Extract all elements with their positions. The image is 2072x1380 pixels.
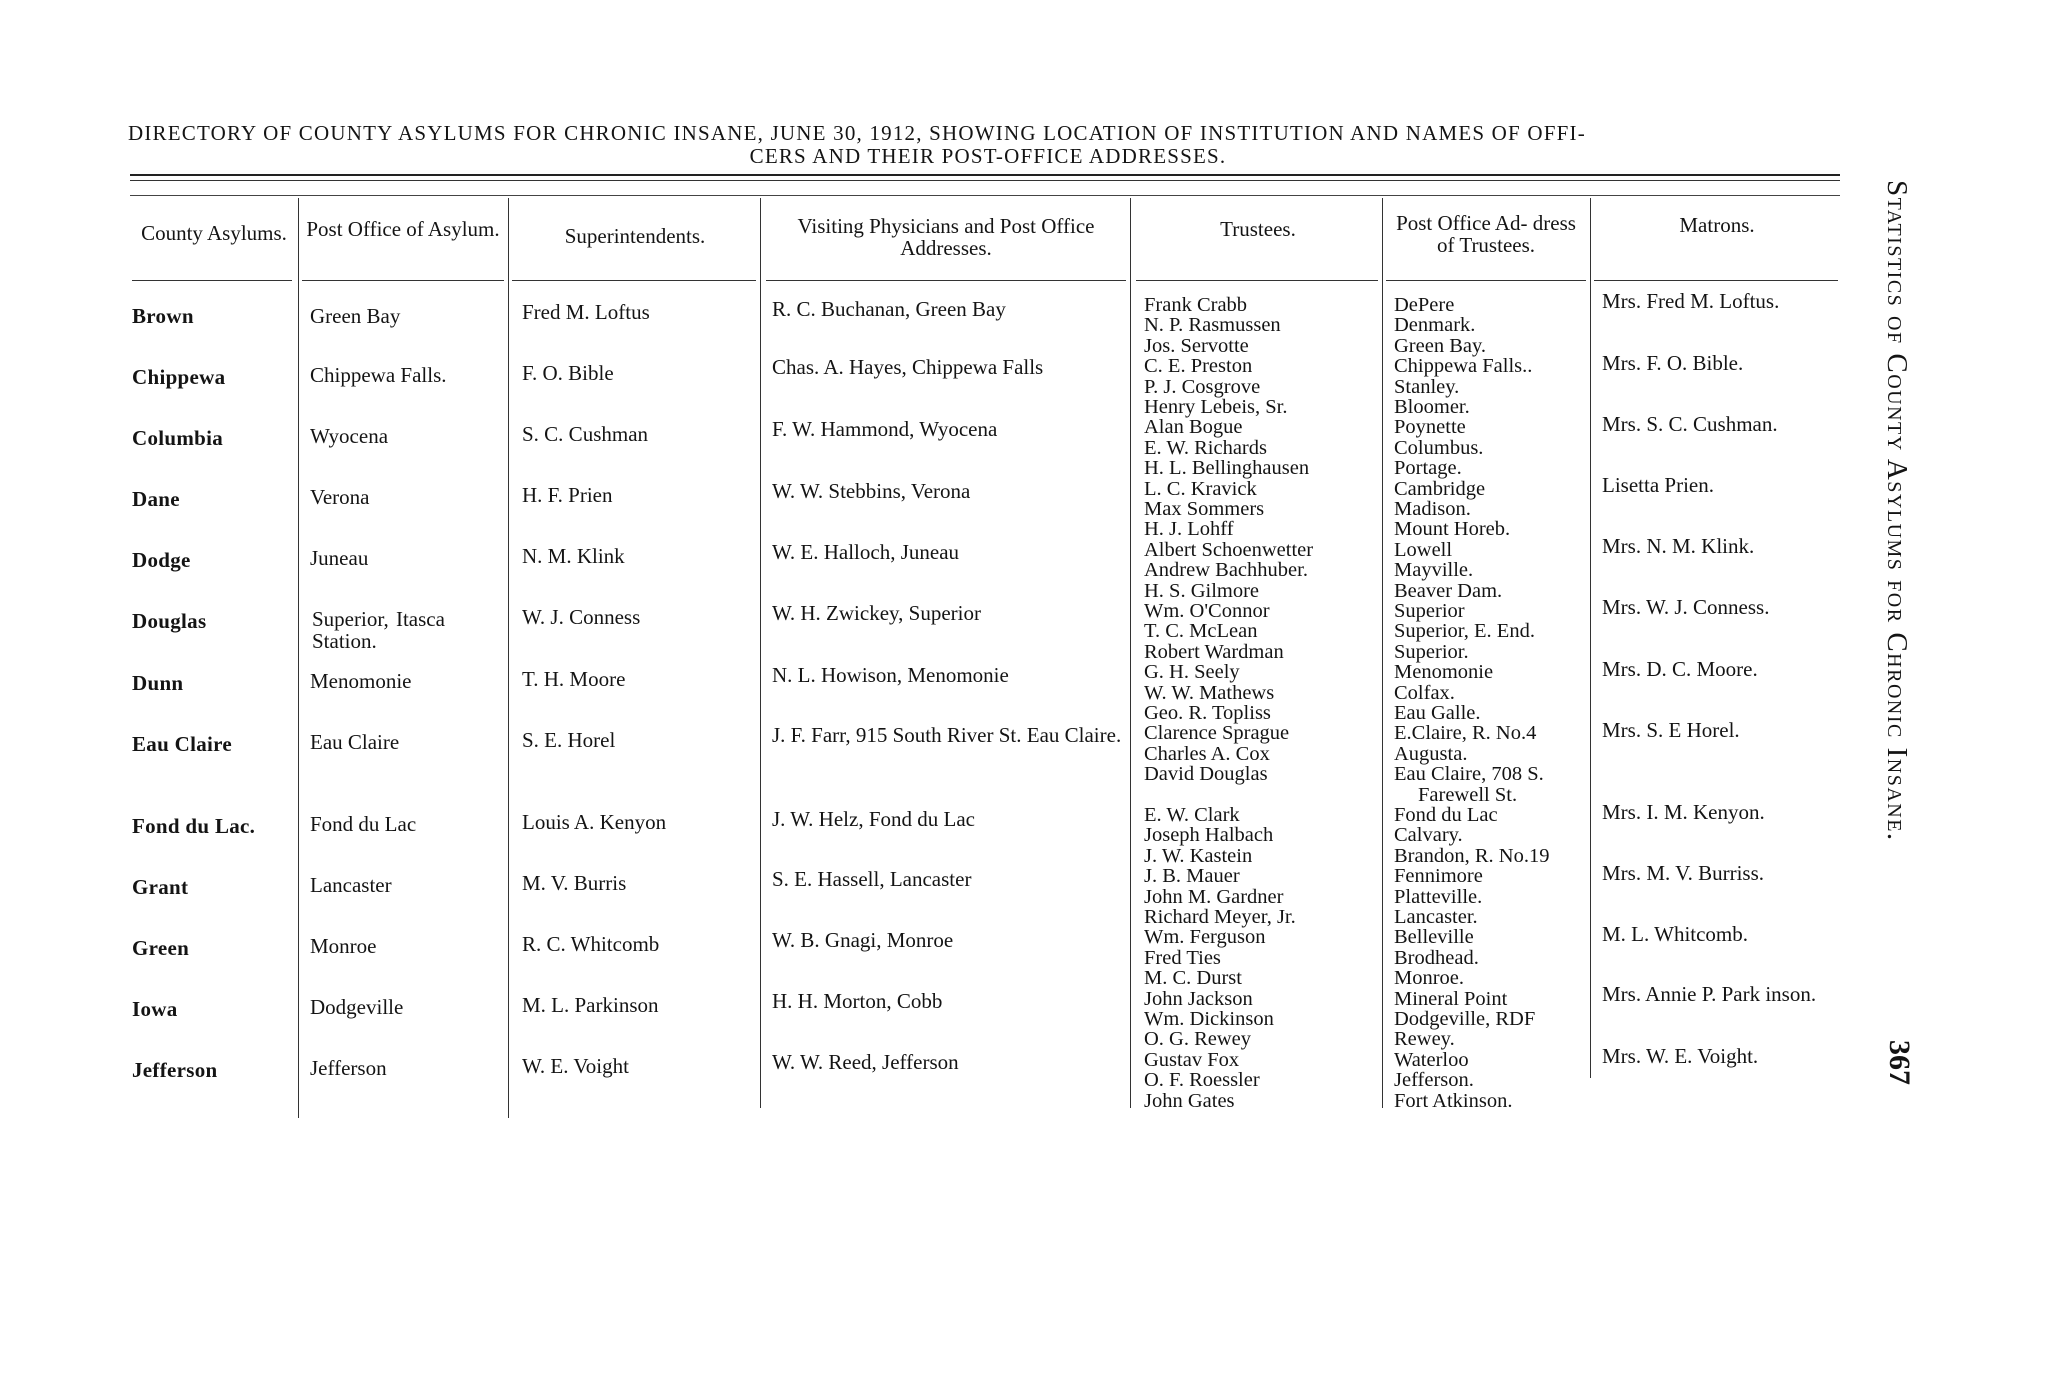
header-underline bbox=[132, 280, 292, 281]
matron: M. L. Whitcomb. bbox=[1602, 922, 1749, 946]
trustee-address: Brandon, R. No.19 bbox=[1394, 844, 1550, 867]
visiting-physician: Chas. A. Hayes, Chippewa Falls bbox=[772, 355, 1044, 379]
visiting-physician: F. W. Hammond, Wyocena bbox=[772, 417, 998, 441]
trustee-name: G. H. Seely bbox=[1144, 661, 1240, 684]
trustee-address: Eau Claire, 708 S. bbox=[1394, 763, 1544, 786]
trustee-name: O. F. Roessler bbox=[1144, 1069, 1260, 1092]
header-underline bbox=[512, 280, 756, 281]
trustee-address: Chippewa Falls.. bbox=[1394, 355, 1533, 378]
county-name: Fond du Lac. bbox=[132, 814, 256, 838]
trustee-name: Clarence Sprague bbox=[1144, 722, 1290, 745]
column-divider bbox=[760, 198, 761, 1108]
trustee-name: Geo. R. Topliss bbox=[1144, 702, 1271, 724]
trustee-address: Calvary. bbox=[1394, 824, 1463, 847]
header-visiting-physicians: Visiting Physicians and Post Office Addresses. bbox=[797, 214, 1095, 260]
trustee-name: Wm. O'Connor bbox=[1144, 600, 1270, 622]
trustee-name: Jos. Servotte bbox=[1144, 334, 1249, 357]
superintendent: S. E. Horel bbox=[522, 728, 616, 752]
trustee-name: Andrew Bachhuber. bbox=[1144, 559, 1308, 582]
trustee-name: H. S. Gilmore bbox=[1144, 579, 1260, 602]
visiting-physician: W. B. Gnagi, Monroe bbox=[772, 928, 954, 952]
trustee-name: Max Sommers bbox=[1144, 498, 1265, 520]
superintendent: T. H. Moore bbox=[522, 667, 626, 691]
superintendent: H. F. Prien bbox=[522, 483, 613, 507]
asylum-post-office: Fond du Lac bbox=[310, 812, 417, 836]
trustee-name: John M. Gardner bbox=[1144, 885, 1284, 908]
matron: Mrs. F. O. Bible. bbox=[1602, 351, 1744, 375]
visiting-physician: S. E. Hassell, Lancaster bbox=[772, 867, 972, 891]
matron: Mrs. S. C. Cushman. bbox=[1602, 412, 1778, 436]
column-divider bbox=[1590, 198, 1591, 1078]
county-name: Chippewa bbox=[132, 365, 226, 389]
asylum-post-office: Lancaster bbox=[310, 873, 392, 897]
trustee-address: Superior bbox=[1394, 600, 1465, 622]
matron: Mrs. M. V. Burriss. bbox=[1602, 861, 1765, 885]
trustee-address: Superior. bbox=[1394, 640, 1469, 663]
trustee-address: Fort Atkinson. bbox=[1394, 1089, 1513, 1112]
trustee-name: O. G. Rewey bbox=[1144, 1028, 1252, 1051]
column-divider bbox=[298, 198, 299, 1118]
trustee-address: Lancaster. bbox=[1394, 906, 1478, 928]
visiting-physician: H. H. Morton, Cobb bbox=[772, 989, 943, 1013]
asylum-post-office: Eau Claire bbox=[310, 730, 400, 754]
superintendent: Louis A. Kenyon bbox=[522, 810, 667, 834]
trustee-address: Fennimore bbox=[1394, 865, 1483, 888]
header-underline bbox=[1594, 280, 1838, 281]
trustee-name: E. W. Richards bbox=[1144, 436, 1267, 459]
page-number: 367 bbox=[1883, 1040, 1916, 1085]
trustee-name: Albert Schoenwetter bbox=[1144, 538, 1314, 561]
top-rule bbox=[130, 174, 1840, 176]
superintendent: R. C. Whitcomb bbox=[522, 932, 660, 956]
trustee-address: E.Claire, R. No.4 bbox=[1394, 722, 1537, 745]
trustee-address: Mineral Point bbox=[1394, 987, 1508, 1010]
county-name: Eau Claire bbox=[132, 732, 233, 756]
visiting-physician: N. L. Howison, Menomonie bbox=[772, 663, 1009, 687]
visiting-physician: W. W. Reed, Jefferson bbox=[772, 1050, 959, 1074]
trustee-name: Joseph Halbach bbox=[1144, 824, 1274, 847]
trustee-address: Rewey. bbox=[1394, 1028, 1455, 1051]
trustee-name: Wm. Ferguson bbox=[1144, 926, 1266, 949]
county-name: Jefferson bbox=[132, 1058, 218, 1082]
column-divider bbox=[508, 198, 509, 1118]
trustee-address: Farewell St. bbox=[1418, 783, 1518, 806]
visiting-physician: W. E. Halloch, Juneau bbox=[772, 540, 960, 564]
asylum-post-office: Chippewa Falls. bbox=[310, 363, 447, 387]
trustee-name: Alan Bogue bbox=[1144, 416, 1243, 439]
trustee-name: T. C. McLean bbox=[1144, 620, 1258, 643]
superintendent: N. M. Klink bbox=[522, 544, 625, 568]
trustee-address: Menomonie bbox=[1394, 661, 1494, 684]
matron: Mrs. W. E. Voight. bbox=[1602, 1044, 1759, 1068]
asylum-post-office: Menomonie bbox=[310, 669, 412, 693]
matron: Mrs. S. E Horel. bbox=[1602, 718, 1740, 742]
trustee-address: Madison. bbox=[1394, 498, 1471, 520]
trustee-address: Colfax. bbox=[1394, 681, 1455, 704]
trustee-name: Robert Wardman bbox=[1144, 640, 1284, 663]
trustee-address: Bloomer. bbox=[1394, 396, 1470, 418]
top-rule-double bbox=[130, 180, 1840, 181]
trustee-name: L. C. Kravick bbox=[1144, 477, 1257, 500]
trustee-name: Richard Meyer, Jr. bbox=[1144, 906, 1296, 928]
asylum-post-office: Verona bbox=[310, 485, 370, 509]
matron: Lisetta Prien. bbox=[1602, 473, 1714, 497]
visiting-physician: W. W. Stebbins, Verona bbox=[772, 479, 971, 503]
header-underline bbox=[1386, 280, 1586, 281]
trustee-address: Poynette bbox=[1394, 416, 1466, 439]
trustee-address: Green Bay. bbox=[1394, 334, 1487, 357]
trustee-address: Belleville bbox=[1394, 926, 1474, 949]
trustee-address: Lowell bbox=[1394, 538, 1453, 561]
trustee-address: Denmark. bbox=[1394, 314, 1476, 337]
trustee-name: E. W. Clark bbox=[1144, 804, 1240, 826]
county-name: Brown bbox=[132, 304, 194, 328]
trustee-name: W. W. Mathews bbox=[1144, 681, 1275, 704]
superintendent: S. C. Cushman bbox=[522, 422, 649, 446]
trustee-address: Brodhead. bbox=[1394, 946, 1479, 969]
trustee-name: Frank Crabb bbox=[1144, 294, 1248, 316]
asylum-post-office: Green Bay bbox=[310, 304, 401, 328]
county-name: Iowa bbox=[132, 997, 178, 1021]
trustee-name: Gustav Fox bbox=[1144, 1048, 1240, 1071]
trustee-address: Monroe. bbox=[1394, 967, 1465, 990]
trustee-address: Fond du Lac bbox=[1394, 804, 1498, 826]
asylum-post-office: Juneau bbox=[310, 546, 369, 570]
trustee-name: Wm. Dickinson bbox=[1144, 1008, 1274, 1030]
county-name: Green bbox=[132, 936, 190, 960]
trustee-address: Cambridge bbox=[1394, 477, 1486, 500]
trustee-address: Stanley. bbox=[1394, 375, 1460, 398]
superintendent: W. E. Voight bbox=[522, 1054, 629, 1078]
trustee-address: DePere bbox=[1394, 294, 1455, 316]
matron: Mrs. D. C. Moore. bbox=[1602, 657, 1758, 681]
superintendent: M. V. Burris bbox=[522, 871, 627, 895]
trustee-name: J. W. Kastein bbox=[1144, 844, 1253, 867]
trustee-address: Dodgeville, RDF bbox=[1394, 1008, 1536, 1030]
visiting-physician: J. F. Farr, 915 South River St. Eau Claire. bbox=[772, 723, 1122, 747]
visiting-physician: W. H. Zwickey, Superior bbox=[772, 601, 981, 625]
trustee-name: P. J. Cosgrove bbox=[1144, 375, 1261, 398]
trustee-address: Jefferson. bbox=[1394, 1069, 1474, 1092]
trustee-name: C. E. Preston bbox=[1144, 355, 1253, 378]
asylum-post-office: Dodgeville bbox=[310, 995, 404, 1019]
county-name: Columbia bbox=[132, 426, 224, 450]
trustee-address: Mayville. bbox=[1394, 559, 1474, 582]
county-name: Dane bbox=[132, 487, 180, 511]
trustee-name: N. P. Rasmussen bbox=[1144, 314, 1281, 337]
header-underline bbox=[302, 280, 504, 281]
trustee-address: Portage. bbox=[1394, 457, 1462, 480]
county-name: Dunn bbox=[132, 671, 184, 695]
matron: Mrs. N. M. Klink. bbox=[1602, 534, 1755, 558]
trustee-name: H. L. Bellinghausen bbox=[1144, 457, 1310, 480]
trustee-name: Charles A. Cox bbox=[1144, 742, 1270, 765]
trustee-name: John Gates bbox=[1144, 1089, 1235, 1112]
asylum-post-office: Jefferson bbox=[310, 1056, 387, 1080]
header-superintendents: Superintendents. bbox=[564, 224, 706, 248]
superintendent: M. L. Parkinson bbox=[522, 993, 659, 1017]
trustee-name: Henry Lebeis, Sr. bbox=[1144, 396, 1288, 418]
asylum-post-office: Wyocena bbox=[310, 424, 389, 448]
matron: Mrs. I. M. Kenyon. bbox=[1602, 800, 1765, 824]
superintendent: Fred M. Loftus bbox=[522, 300, 650, 324]
asylum-post-office: Monroe bbox=[310, 934, 377, 958]
trustee-address: Superior, E. End. bbox=[1394, 620, 1535, 643]
superintendent: F. O. Bible bbox=[522, 361, 614, 385]
superintendent: W. J. Conness bbox=[522, 605, 641, 629]
header-trustee-addresses: Post Office Ad- dress of Trustees. bbox=[1396, 211, 1576, 257]
title-line-2: CERS AND THEIR POST-OFFICE ADDRESSES. bbox=[749, 144, 1227, 168]
header-post-office: Post Office of Asylum. bbox=[306, 217, 500, 241]
trustee-address: Eau Galle. bbox=[1394, 702, 1481, 724]
county-name: Douglas bbox=[132, 609, 207, 633]
visiting-physician: R. C. Buchanan, Green Bay bbox=[772, 297, 1006, 321]
trustee-name: David Douglas bbox=[1144, 763, 1268, 786]
title-line-1: DIRECTORY OF COUNTY ASYLUMS FOR CHRONIC INSANE, JUNE 30, 1912, SHOWING LOCATION OF INSTITUTION AND NAMES OF OFFI- bbox=[128, 121, 1586, 145]
trustee-address: Waterloo bbox=[1394, 1048, 1469, 1071]
county-name: Grant bbox=[132, 875, 189, 899]
column-divider bbox=[1382, 198, 1383, 1108]
trustee-name: H. J. Lohff bbox=[1144, 518, 1234, 541]
column-divider bbox=[1130, 198, 1131, 1108]
trustee-name: M. C. Durst bbox=[1144, 967, 1242, 990]
matron: Mrs. W. J. Conness. bbox=[1602, 595, 1770, 619]
matron: Mrs. Fred M. Loftus. bbox=[1602, 289, 1780, 313]
trustee-address: Columbus. bbox=[1394, 436, 1484, 459]
trustee-name: John Jackson bbox=[1144, 987, 1253, 1010]
header-underline bbox=[1136, 280, 1378, 281]
trustee-name: J. B. Mauer bbox=[1144, 865, 1240, 888]
trustee-name: Fred Ties bbox=[1144, 946, 1221, 969]
page-title bbox=[128, 122, 1848, 168]
header-county-asylums: County Asylums. bbox=[141, 221, 287, 245]
trustee-address: Mount Horeb. bbox=[1394, 518, 1511, 541]
header-matrons: Matrons. bbox=[1679, 213, 1755, 237]
header-top-rule bbox=[130, 195, 1840, 196]
trustee-address: Platteville. bbox=[1394, 885, 1483, 908]
county-name: Dodge bbox=[132, 548, 191, 572]
header-underline bbox=[766, 280, 1126, 281]
visiting-physician: J. W. Helz, Fond du Lac bbox=[772, 807, 975, 831]
matron: Mrs. Annie P. Park inson. bbox=[1602, 982, 1817, 1006]
trustee-address: Augusta. bbox=[1394, 742, 1468, 765]
trustee-address: Beaver Dam. bbox=[1394, 579, 1503, 602]
asylum-post-office: Superior, Itasca Station. bbox=[312, 607, 445, 653]
header-trustees: Trustees. bbox=[1220, 217, 1296, 241]
side-running-heading: Statistics of County Asylums for Chronic Insane. bbox=[1881, 180, 1913, 842]
